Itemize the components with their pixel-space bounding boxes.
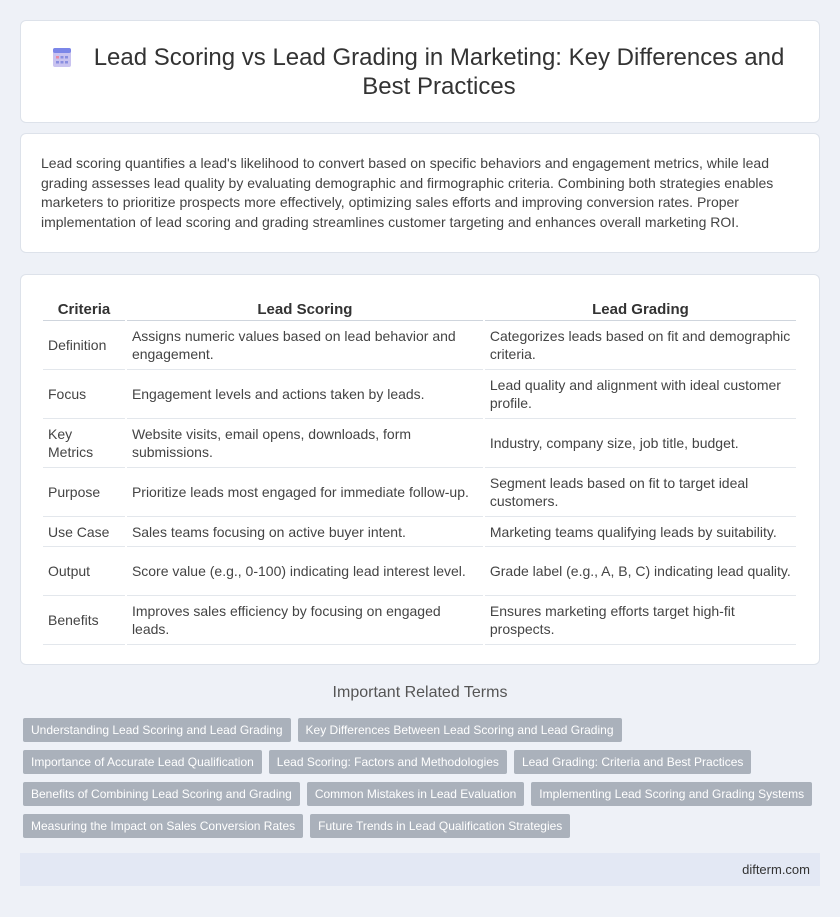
row-lead-grading: Ensures marketing efforts target high-fit prospects. [485, 596, 796, 645]
table-row [43, 517, 796, 547]
row-lead-scoring: Website visits, email opens, downloads, form submissions. [127, 419, 483, 468]
row-lead-grading: Categorizes leads based on fit and demographic criteria. [485, 321, 796, 370]
row-criteria: Key Metrics [43, 419, 125, 468]
row-lead-scoring: Prioritize leads most engaged for immediate follow-up. [127, 468, 483, 517]
row-lead-scoring: Engagement levels and actions taken by leads. [127, 370, 483, 419]
row-lead-grading: Segment leads based on fit to target ideal customers. [485, 468, 796, 517]
related-term-tag[interactable]: Measuring the Impact on Sales Conversion Rates [23, 814, 303, 838]
table-row [43, 419, 796, 468]
row-lead-scoring: Score value (e.g., 0-100) indicating lead interest level. [127, 547, 483, 596]
row-criteria: Benefits [43, 596, 125, 645]
header-lead-scoring: Lead Scoring [127, 295, 483, 321]
row-criteria: Use Case [43, 517, 125, 547]
row-criteria: Output [43, 547, 125, 596]
document-icon [51, 46, 73, 68]
related-term-tag[interactable]: Future Trends in Lead Qualification Strategies [310, 814, 570, 838]
row-criteria: Focus [43, 370, 125, 419]
row-criteria: Definition [43, 321, 125, 370]
row-lead-grading: Industry, company size, job title, budget. [485, 419, 796, 468]
comparison-table [41, 295, 798, 645]
table-row [43, 321, 796, 370]
intro-card [20, 133, 820, 253]
title-card [20, 20, 820, 123]
table-row [43, 370, 796, 419]
related-term-tag[interactable]: Common Mistakes in Lead Evaluation [307, 782, 524, 806]
related-terms-list [20, 718, 820, 846]
related-term-tag[interactable]: Importance of Accurate Lead Qualification [23, 750, 262, 774]
table-row [43, 596, 796, 645]
related-term-tag[interactable]: Understanding Lead Scoring and Lead Grading [23, 718, 291, 742]
comparison-card [20, 274, 820, 665]
row-lead-grading: Lead quality and alignment with ideal customer profile. [485, 370, 796, 419]
table-header-row [43, 295, 796, 321]
related-term-tag[interactable]: Benefits of Combining Lead Scoring and Grading [23, 782, 300, 806]
header-criteria: Criteria [43, 295, 125, 321]
row-criteria: Purpose [43, 468, 125, 517]
row-lead-scoring: Assigns numeric values based on lead behavior and engagement. [127, 321, 483, 370]
row-lead-grading: Grade label (e.g., A, B, C) indicating lead quality. [485, 547, 796, 596]
intro-paragraph: Lead scoring quantifies a lead's likelihood to convert based on specific behaviors and engagement metrics, while lead grading assesses lead quality by evaluating demographic and firmographic criteria. Combining both strategies enables marketers to prioritize prospects more effectively, optimizing sales efforts and improving conversion rates. Proper implementation of lead scoring and grading streamlines customer targeting and enhances overall marketing ROI. [41, 155, 774, 230]
row-lead-scoring: Sales teams focusing on active buyer intent. [127, 517, 483, 547]
table-row [43, 547, 796, 596]
row-lead-grading: Marketing teams qualifying leads by suitability. [485, 517, 796, 547]
related-term-tag[interactable]: Lead Grading: Criteria and Best Practices [514, 750, 751, 774]
footer [20, 853, 820, 886]
related-term-tag[interactable]: Key Differences Between Lead Scoring and Lead Grading [298, 718, 622, 742]
header-lead-grading: Lead Grading [485, 295, 796, 321]
row-lead-scoring: Improves sales efficiency by focusing on engaged leads. [127, 596, 483, 645]
related-term-tag[interactable]: Implementing Lead Scoring and Grading Systems [531, 782, 812, 806]
footer-site-link[interactable]: difterm.com [742, 862, 810, 877]
page-title [21, 43, 819, 101]
related-terms-heading: Important Related Terms [332, 684, 508, 701]
table-row [43, 468, 796, 517]
page-title-text: Lead Scoring vs Lead Grading in Marketing: Key Differences and Best Practices [93, 44, 785, 100]
related-term-tag[interactable]: Lead Scoring: Factors and Methodologies [269, 750, 507, 774]
